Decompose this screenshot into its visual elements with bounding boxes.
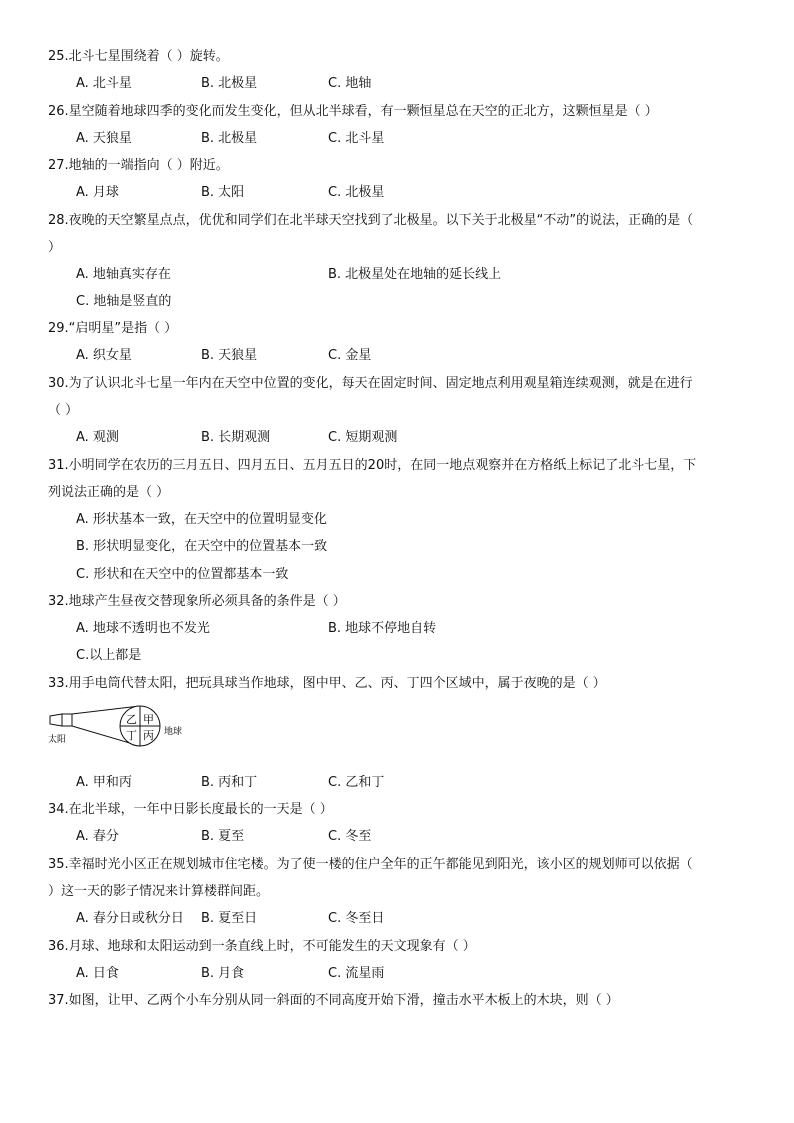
option-a[interactable]: A. 地轴真实存在 bbox=[76, 267, 171, 282]
region-yi: 乙 bbox=[126, 713, 137, 726]
option-a[interactable]: A. 甲和丙 bbox=[76, 775, 132, 790]
question-33-text: 33.用手电筒代替太阳，把玩具球当作地球，图中甲、乙、丙、丁四个区域中，属于夜晚的是（ ） bbox=[48, 676, 606, 691]
question-25-text: 25.北斗七星围绕着（ ）旋转。 bbox=[48, 49, 229, 64]
question-37-text: 37.如图，让甲、乙两个小车分别从同一斜面的不同高度开始下滑，撞击水平木板上的木块，则（ ） bbox=[48, 993, 619, 1008]
option-b[interactable]: B. 北极星处在地轴的延长线上 bbox=[328, 267, 502, 282]
option-b[interactable]: B. 长期观测 bbox=[201, 430, 271, 445]
option-c[interactable]: C. 地轴 bbox=[328, 76, 372, 91]
question-34-text: 34.在北半球，一年中日影长度最长的一天是（ ） bbox=[48, 802, 333, 817]
flashlight-icon bbox=[62, 714, 72, 726]
question-30-text: 30.为了认识北斗七星一年内在天空中位置的变化，每天在固定时间、固定地点利用观星箱连续观测，就是在进行 bbox=[48, 376, 693, 391]
option-b[interactable]: B. 夏至日 bbox=[201, 911, 258, 926]
option-a[interactable]: A. 春分日或秋分日 bbox=[76, 911, 184, 926]
option-a[interactable]: A. 日食 bbox=[76, 966, 119, 981]
option-c[interactable]: C. 冬至 bbox=[328, 829, 372, 844]
option-c[interactable]: C. 地轴是竖直的 bbox=[76, 294, 172, 309]
option-a[interactable]: A. 月球 bbox=[76, 185, 119, 200]
region-bing: 丙 bbox=[143, 729, 154, 742]
option-c[interactable]: C. 流星雨 bbox=[328, 966, 385, 981]
option-b[interactable]: B. 地球不停地自转 bbox=[328, 621, 437, 636]
question-35-text-cont: ）这一天的影子情况来计算楼群间距。 bbox=[48, 884, 270, 899]
option-a[interactable]: A. 观测 bbox=[76, 430, 119, 445]
region-ding: 丁 bbox=[126, 729, 137, 742]
question-27-text: 27.地轴的一端指向（ ）附近。 bbox=[48, 158, 229, 173]
question-28-text: 28.夜晚的天空繁星点点，优优和同学们在北半球天空找到了北极星。以下关于北极星“不动”的说法，正确的是（ bbox=[48, 213, 694, 228]
option-c[interactable]: C. 形状和在天空中的位置都基本一致 bbox=[76, 567, 289, 582]
option-a[interactable]: A. 北斗星 bbox=[76, 76, 132, 91]
earth-label: 地球 bbox=[164, 727, 183, 737]
option-b[interactable]: B. 太阳 bbox=[201, 185, 245, 200]
question-30-text-cont: （ ） bbox=[48, 403, 79, 418]
option-b[interactable]: B. 丙和丁 bbox=[201, 775, 258, 790]
option-c[interactable]: C.以上都是 bbox=[76, 648, 142, 663]
question-36-text: 36.月球、地球和太阳运动到一条直线上时，不可能发生的天文现象有（ ） bbox=[48, 939, 476, 954]
question-29-text: 29.“启明星”是指（ ） bbox=[48, 321, 178, 336]
option-a[interactable]: A. 形状基本一致，在天空中的位置明显变化 bbox=[76, 512, 327, 527]
option-c[interactable]: C. 冬至日 bbox=[328, 911, 385, 926]
option-c[interactable]: C. 北斗星 bbox=[328, 131, 385, 146]
question-26-text: 26.星空随着地球四季的变化而发生变化，但从北半球看，有一颗恒星总在天空的正北方，这颗恒星是（ ） bbox=[48, 104, 658, 119]
option-c[interactable]: C. 乙和丁 bbox=[328, 775, 385, 790]
question-31-text: 31.小明同学在农历的三月五日、四月五日、五月五日的20时，在同一地点观察并在方格纸上标记了北斗七星，下 bbox=[48, 458, 697, 473]
question-31-text-cont: 列说法正确的是（ ） bbox=[48, 485, 170, 500]
option-c[interactable]: C. 金星 bbox=[328, 348, 372, 363]
option-b[interactable]: B. 夏至 bbox=[201, 829, 245, 844]
option-b[interactable]: B. 北极星 bbox=[201, 131, 258, 146]
flashlight-earth-diagram bbox=[48, 704, 198, 760]
option-b[interactable]: B. 北极星 bbox=[201, 76, 258, 91]
option-a[interactable]: A. 天狼星 bbox=[76, 131, 132, 146]
option-b[interactable]: B. 形状明显变化，在天空中的位置基本一致 bbox=[76, 539, 328, 554]
region-jia: 甲 bbox=[143, 713, 154, 726]
question-32-text: 32.地球产生昼夜交替现象所必须具备的条件是（ ） bbox=[48, 594, 346, 609]
option-c[interactable]: C. 短期观测 bbox=[328, 430, 398, 445]
option-a[interactable]: A. 地球不透明也不发光 bbox=[76, 621, 210, 636]
option-c[interactable]: C. 北极星 bbox=[328, 185, 385, 200]
option-a[interactable]: A. 春分 bbox=[76, 829, 119, 844]
option-a[interactable]: A. 织女星 bbox=[76, 348, 132, 363]
flashlight-handle bbox=[50, 714, 62, 726]
sun-label: 太阳 bbox=[48, 735, 67, 745]
question-28-text-cont: ） bbox=[48, 240, 62, 255]
option-b[interactable]: B. 天狼星 bbox=[201, 348, 258, 363]
option-b[interactable]: B. 月食 bbox=[201, 966, 245, 981]
question-35-text: 35.幸福时光小区正在规划城市住宅楼。为了使一楼的住户全年的正午都能见到阳光，该小区的规划师可以依据（ bbox=[48, 857, 693, 872]
